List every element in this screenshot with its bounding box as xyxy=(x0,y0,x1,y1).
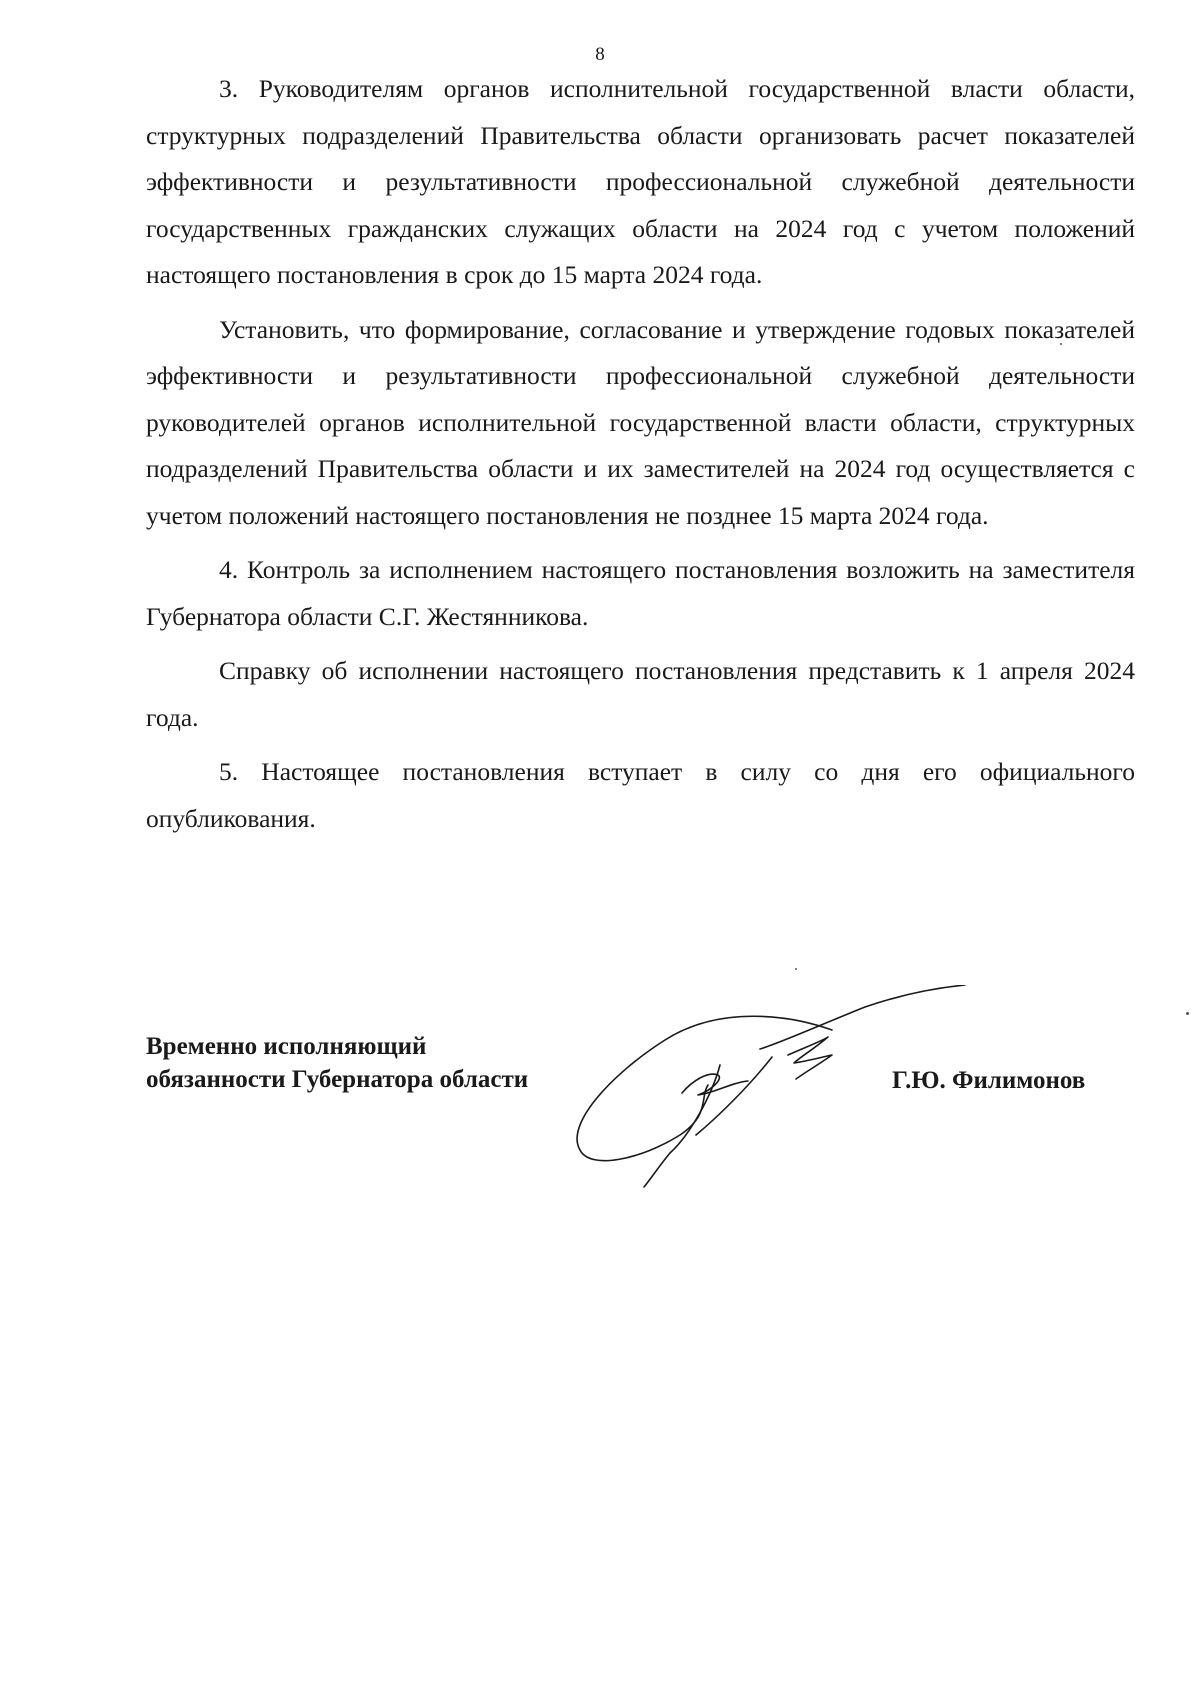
paragraph-5: 5. Настоящее постановления вступает в силу со дня его официального опубликования. xyxy=(146,757,1135,833)
scan-speck xyxy=(1060,343,1062,345)
signatory-title-line1: Временно исполняющий xyxy=(146,1033,427,1060)
paragraph-3: 3. Руководителям органов исполнительной государственной власти области, структурных подразделений Правительства области организовать расчет показателей эффективности и результативности профессиональной служебной деятельности государственных гражданских служащих области на 2024 год с учетом положений настоящего постановления в срок до 15 марта 2024 года. xyxy=(146,74,1135,289)
signatory-name: Г.Ю. Филимонов xyxy=(892,1067,1086,1094)
paragraph-4: 4. Контроль за исполнением настоящего постановления возложить на заместителя Губернатора области С.Г. Жестянникова. xyxy=(146,555,1135,631)
page-number: 8 xyxy=(595,44,605,65)
signatory-title xyxy=(146,1030,528,1096)
paragraph-4-report: Справку об исполнении настоящего постановления представить к 1 апреля 2024 года. xyxy=(146,656,1135,732)
document-body xyxy=(146,66,1135,850)
scan-speck xyxy=(795,968,797,970)
paragraph-3-establish: Установить, что формирование, согласование и утверждение годовых показателей эффективности и результативности профессиональной служебной деятельности руководителей органов исполнительной государственной власти области, структурных подразделений Правительства области и их заместителей на 2024 год осуществляется с учетом положений настоящего постановления не позднее 15 марта 2024 года. xyxy=(146,314,1135,530)
signatory-title-line2: обязанности Губернатора области xyxy=(146,1066,529,1093)
scan-speck xyxy=(1186,1012,1189,1015)
